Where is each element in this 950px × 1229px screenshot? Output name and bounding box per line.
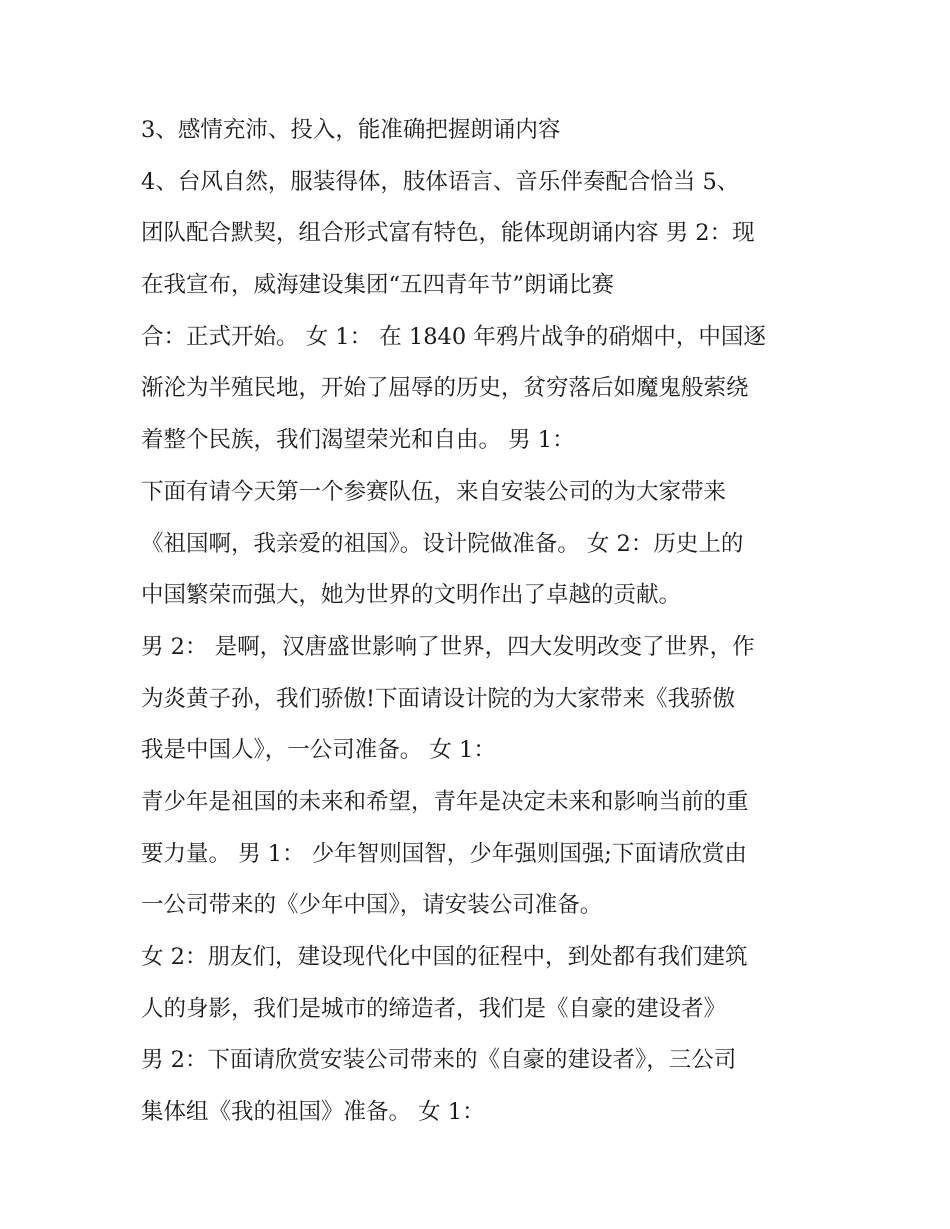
text-line: 下面有请今天第一个参赛队伍，来自安装公司的为大家带来	[141, 478, 727, 505]
text-line: 我是中国人》，一公司准备。 女 1：	[141, 737, 496, 764]
text-line: 青少年是祖国的未来和希望，青年是决定未来和影响当前的重	[141, 788, 749, 815]
text-line: 渐沦为半殖民地，开始了屈辱的历史，贫穷落后如魔鬼般萦绕	[141, 375, 749, 402]
text-line: 集体组《我的祖国》准备。 女 1：	[141, 1099, 485, 1126]
text-line: 在我宣布，威海建设集团“五四青年节”朗诵比赛	[141, 272, 615, 299]
text-line: 男 2：下面请欣赏安装公司带来的《自豪的建设者》，三公司	[141, 1047, 737, 1074]
text-line: 团队配合默契，组合形式富有特色，能体现朗诵内容 男 2：现	[141, 220, 755, 247]
text-line: 4、台风自然，服装得体，肢体语言、音乐伴奏配合恰当 5、	[141, 168, 740, 195]
text-line: 中国繁荣而强大，她为世界的文明作出了卓越的贡献。	[141, 582, 682, 609]
text-line: 合：正式开始。 女 1： 在 1840 年鸦片战争的硝烟中，中国逐	[141, 323, 766, 350]
body-text	[141, 108, 831, 1142]
text-line: 一公司带来的《少年中国》，请安装公司准备。	[141, 892, 603, 919]
text-line: 要力量。 男 1： 少年智则国智，少年强则国强;下面请欣赏由	[141, 840, 747, 867]
text-line: 女 2：朋友们，建设现代化中国的征程中，到处都有我们建筑	[141, 944, 748, 970]
text-line: 男 2： 是啊，汉唐盛世影响了世界，四大发明改变了世界，作	[141, 633, 755, 660]
text-line: 为炎黄子孙，我们骄傲!下面请设计院的为大家带来《我骄傲	[141, 685, 736, 712]
text-line: 3、感情充沛、投入，能准确把握朗诵内容	[141, 117, 561, 143]
text-line: 着整个民族，我们渴望荣光和自由。 男 1：	[141, 427, 575, 454]
text-line: 《祖国啊，我亲爱的祖国》。设计院做准备。 女 2：历史上的	[141, 530, 744, 557]
text-line: 人的身影，我们是城市的缔造者，我们是《自豪的建设者》	[141, 995, 727, 1022]
